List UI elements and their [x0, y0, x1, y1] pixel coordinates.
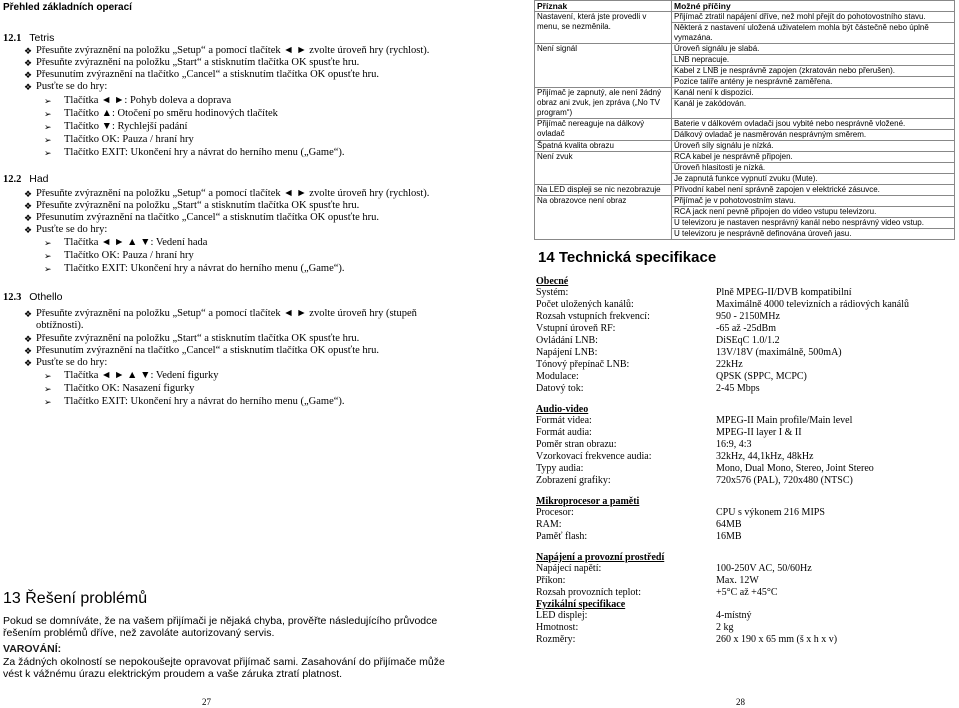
cause-line: Pozice talíře antény je nesprávně zaměřena. — [674, 77, 833, 86]
left-page — [0, 0, 470, 708]
spec-value: 2 kg — [716, 622, 734, 633]
spec-key: Napájecí napětí: — [536, 563, 602, 574]
intro-paragraph: Pokud se domníváte, že na vašem přijímači je nějaká chyba, prověřte následujícího průvodce řešením problémů dříve, než zavoláte autorizovaný servis. — [3, 615, 438, 639]
causes-cell — [672, 152, 955, 185]
spec-value: 260 x 190 x 65 mm (š x h x v) — [716, 634, 838, 645]
spec-value: 950 - 2150MHz — [716, 311, 780, 322]
spec-row — [536, 427, 956, 438]
table-row — [535, 44, 955, 88]
causes-cell — [672, 141, 955, 152]
symptom-cell: Špatná kvalita obrazu — [535, 141, 672, 152]
spec-key: Vstupní úroveň RF: — [536, 323, 616, 334]
sub-item: ➢ Tlačítko EXIT: Ukončení hry a návrat do herního menu („Game“). — [44, 147, 345, 158]
spec-value: 13V/18V (maximálně, 500mA) — [716, 347, 842, 358]
spec-value: Maximálně 4000 televizních a rádiových kanálů — [716, 299, 909, 310]
sub-item: ➢ Tlačítka ◄ ► ▲ ▼: Vedení figurky — [44, 370, 219, 381]
spec-row — [536, 311, 956, 322]
spec-row — [536, 475, 956, 486]
spec-key: Hmotnost: — [536, 622, 579, 633]
spec-row — [536, 634, 956, 645]
spec-key: Datový tok: — [536, 383, 584, 394]
bullet-item: ❖ Přesuňte zvýraznění na položku „Setup“ a pomocí tlačítek ◄ ► zvolte úroveň hry (rychlost). — [24, 45, 430, 56]
cause-line: Přívodní kabel není správně zapojen v elektrické zásuvce. — [674, 185, 880, 194]
table-row — [535, 152, 955, 185]
spec-key: Počet uložených kanálů: — [536, 299, 634, 310]
spec-value: 2-45 Mbps — [716, 383, 760, 394]
spec-row — [536, 299, 956, 310]
spec-key: Vzorkovací frekvence audia: — [536, 451, 652, 462]
spec-value: Mono, Dual Mono, Stereo, Joint Stereo — [716, 463, 874, 474]
spec-row — [536, 575, 956, 586]
spec-row — [536, 439, 956, 450]
arrow-bullet-icon: ➢ — [44, 122, 52, 132]
spec-group-heading: Fyzikální specifikace — [536, 599, 626, 610]
spec-value: MPEG-II Main profile/Main level — [716, 415, 853, 426]
sub-item: ➢ Tlačítko OK: Pauza / hraní hry — [44, 134, 194, 145]
spec-row — [536, 531, 956, 542]
section-number: 12.2 — [3, 174, 22, 185]
diamond-bullet-icon: ❖ — [24, 358, 33, 368]
bullet-item: ❖ Přesuňte zvýraznění na položku „Start“ a stisknutím tlačítka OK spusťte hru. — [24, 333, 360, 344]
cause-line: U televizoru je nesprávně definována úroveň jasu. — [674, 229, 852, 238]
spec-key: Systém: — [536, 287, 569, 298]
spec-row — [536, 371, 956, 382]
bullet-item: ❖ Přesunutím zvýraznění na tlačítko „Cancel“ a stisknutím tlačítka OK opusťte hru. — [24, 69, 380, 80]
spec-value: Plně MPEG-II/DVB kompatibilní — [716, 287, 852, 298]
sub-item: ➢ Tlačítko EXIT: Ukončení hry a návrat do herního menu („Game“). — [44, 396, 345, 407]
table-row — [535, 141, 955, 152]
symptom-cell: Není signál — [535, 44, 672, 88]
cause-line: Kabel z LNB je nesprávně zapojen (zkratován nebo přerušen). — [672, 66, 954, 77]
spec-group-heading: Mikroprocesor a paměti — [536, 496, 640, 507]
spec-value: MPEG-II layer I & II — [716, 427, 802, 438]
spec-value: QPSK (SPPC, MCPC) — [716, 371, 807, 382]
cause-line: RCA jack není pevně připojen do video vstupu televizoru. — [672, 207, 954, 218]
page-number: 28 — [736, 697, 745, 707]
arrow-bullet-icon: ➢ — [44, 96, 52, 106]
spec-key: Ovládání LNB: — [536, 335, 598, 346]
arrow-bullet-icon: ➢ — [44, 397, 52, 407]
sub-item: ➢ Tlačítko ▼: Rychlejší padání — [44, 121, 188, 132]
diamond-bullet-icon: ❖ — [24, 346, 33, 356]
symptom-cell: Na LED displeji se nic nezobrazuje — [535, 185, 672, 196]
spec-group-heading: Napájení a provozní prostředí — [536, 552, 665, 563]
spec-row — [536, 383, 956, 394]
spec-key: Poměr stran obrazu: — [536, 439, 617, 450]
section-title: Othello — [29, 291, 63, 303]
spec-row — [536, 587, 956, 598]
causes-cell — [672, 185, 955, 196]
bullet-item: ❖ Pusťte se do hry: — [24, 357, 108, 368]
cause-line: Kanál není k dispozici. — [672, 88, 954, 99]
diamond-bullet-icon: ❖ — [24, 70, 33, 80]
spec-row — [536, 287, 956, 298]
cause-line: Dálkový ovladač je nasměrován nesprávným směrem. — [674, 130, 867, 139]
section-heading-had — [3, 173, 49, 185]
sub-item: ➢ Tlačítka ◄ ►: Pohyb doleva a doprava — [44, 95, 232, 106]
spec-key: Příkon: — [536, 575, 566, 586]
spec-key: Rozsah provozních teplot: — [536, 587, 641, 598]
section-heading-tetris — [3, 32, 54, 44]
spec-key: Napájení LNB: — [536, 347, 598, 358]
cause-line: Baterie v dálkovém ovladači jsou vybité nebo nesprávně vložené. — [672, 119, 954, 130]
bullet-item: ❖ Přesuňte zvýraznění na položku „Start“ a stisknutím tlačítka OK spusťte hru. — [24, 200, 360, 211]
section-14-title: 14 Technická specifikace — [538, 249, 717, 266]
spec-row — [536, 415, 956, 426]
spec-key: Procesor: — [536, 507, 574, 518]
symptom-cell: Na obrazovce není obraz — [535, 196, 672, 240]
spec-value: DiSEqC 1.0/1.2 — [716, 335, 780, 346]
spec-value: 64MB — [716, 519, 742, 530]
spec-key: LED displej: — [536, 610, 588, 621]
diamond-bullet-icon: ❖ — [24, 58, 33, 68]
warning-text: Za žádných okolností se nepokoušejte opravovat přijímač sami. Zasahování do přijímače může vést k vážnému úrazu elektrickým proudem a vaše záruka ztratí platnost. — [3, 656, 445, 680]
spec-value: 32kHz, 44,1kHz, 48kHz — [716, 451, 814, 462]
symptom-cell: Přijímač nereaguje na dálkový ovladač — [535, 119, 672, 141]
spec-row — [536, 563, 956, 574]
arrow-bullet-icon: ➢ — [44, 148, 52, 158]
table-header-row — [535, 1, 955, 12]
spec-value: 100-250V AC, 50/60Hz — [716, 563, 812, 574]
spec-group-heading: Audio-video — [536, 404, 589, 415]
bullet-item: ❖ Přesuňte zvýraznění na položku „Start“ a stisknutím tlačítka OK spusťte hru. — [24, 57, 360, 68]
section-title: Tetris — [29, 32, 55, 44]
spec-value: 16:9, 4:3 — [716, 439, 752, 450]
bullet-item: ❖ Pusťte se do hry: — [24, 224, 108, 235]
section-heading-othello — [3, 291, 63, 303]
arrow-bullet-icon: ➢ — [44, 264, 52, 274]
spec-row — [536, 451, 956, 462]
cause-line: LNB nepracuje. — [672, 55, 954, 66]
diamond-bullet-icon: ❖ — [24, 334, 33, 344]
spec-value: 22kHz — [716, 359, 743, 370]
cause-line: Přijímač je v pohotovostním stavu. — [672, 196, 954, 207]
running-head: Přehled základních operací — [3, 2, 132, 13]
spec-key: Modulace: — [536, 371, 579, 382]
spec-key: Zobrazení grafiky: — [536, 475, 611, 486]
table-row — [535, 119, 955, 141]
section-number: 12.3 — [3, 292, 22, 303]
section-title: Had — [29, 173, 49, 185]
spec-row — [536, 359, 956, 370]
diamond-bullet-icon: ❖ — [24, 309, 33, 319]
spec-row — [536, 610, 956, 621]
causes-cell — [672, 44, 955, 88]
sub-item: ➢ Tlačítko OK: Nasazení figurky — [44, 383, 195, 394]
spec-value: Max. 12W — [716, 575, 759, 586]
section-13-title: 13 Řešení problémů — [3, 590, 148, 607]
sub-item: ➢ Tlačítko ▲: Otočení po směru hodinových tlačítek — [44, 108, 278, 119]
diamond-bullet-icon: ❖ — [24, 189, 33, 199]
spec-group-heading: Obecné — [536, 276, 569, 287]
spec-row — [536, 463, 956, 474]
causes-cell — [672, 12, 955, 44]
cause-line: Úroveň signálu je slabá. — [672, 44, 954, 55]
arrow-bullet-icon: ➢ — [44, 238, 52, 248]
cause-line: Úroveň síly signálu je nízká. — [674, 141, 774, 150]
diamond-bullet-icon: ❖ — [24, 201, 33, 211]
spec-row — [536, 335, 956, 346]
spec-row — [536, 347, 956, 358]
table-row — [535, 185, 955, 196]
bullet-item: ❖ Přesunutím zvýraznění na tlačítko „Cancel“ a stisknutím tlačítka OK opusťte hru. — [24, 212, 380, 223]
arrow-bullet-icon: ➢ — [44, 109, 52, 119]
spec-value: 16MB — [716, 531, 742, 542]
spec-key: Formát audia: — [536, 427, 592, 438]
bullet-item: ❖ Přesuňte zvýraznění na položku „Setup“ a pomocí tlačítek ◄ ► zvolte úroveň hry (rychlost). — [24, 188, 430, 199]
arrow-bullet-icon: ➢ — [44, 371, 52, 381]
spec-row — [536, 519, 956, 530]
right-page — [478, 0, 959, 708]
spec-key: Tónový přepínač LNB: — [536, 359, 630, 370]
symptom-cell: Nastavení, která jste provedli v menu, se nezměnila. — [535, 12, 672, 44]
cause-line: RCA kabel je nesprávně připojen. — [672, 152, 954, 163]
cause-line: Je zapnutá funkce vypnutí zvuku (Mute). — [674, 174, 818, 183]
table-row — [535, 88, 955, 119]
bullet-item: ❖ Pusťte se do hry: — [24, 81, 108, 92]
cause-line: Některá z nastavení uložená uživatelem mohla být částečně nebo úplně vymazána. — [674, 23, 929, 42]
arrow-bullet-icon: ➢ — [44, 384, 52, 394]
diamond-bullet-icon: ❖ — [24, 82, 33, 92]
spec-key: RAM: — [536, 519, 562, 530]
spec-key: Formát videa: — [536, 415, 592, 426]
spec-row — [536, 323, 956, 334]
arrow-bullet-icon: ➢ — [44, 251, 52, 261]
arrow-bullet-icon: ➢ — [44, 135, 52, 145]
spec-value: 4-místný — [716, 610, 752, 621]
diamond-bullet-icon: ❖ — [24, 225, 33, 235]
section-number: 12.1 — [3, 33, 22, 44]
bullet-item: ❖ Přesuňte zvýraznění na položku „Setup“ a pomocí tlačítek ◄ ► zvolte úroveň hry (stupeň obtížnosti). — [24, 308, 417, 331]
cause-line: Úroveň hlasitosti je nízká. — [672, 163, 954, 174]
column-header: Možné příčiny — [672, 1, 955, 12]
cause-line: Kanál je zakódován. — [674, 99, 747, 108]
causes-cell — [672, 119, 955, 141]
spec-value: CPU s výkonem 216 MIPS — [716, 507, 825, 518]
symptom-cell: Přijímač je zapnutý, ale není žádný obraz ani zvuk, jen zpráva („No TV program“) — [535, 88, 672, 119]
spec-value: 720x576 (PAL), 720x480 (NTSC) — [716, 475, 853, 486]
spec-key: Rozsah vstupních frekvencí: — [536, 311, 650, 322]
diamond-bullet-icon: ❖ — [24, 46, 33, 56]
causes-cell — [672, 196, 955, 240]
bullet-item: ❖ Přesunutím zvýraznění na tlačítko „Cancel“ a stisknutím tlačítka OK opusťte hru. — [24, 345, 380, 356]
diamond-bullet-icon: ❖ — [24, 213, 33, 223]
cause-line: U televizoru je nastaven nesprávný kanál nebo nesprávný video vstup. — [672, 218, 954, 229]
sub-item: ➢ Tlačítko EXIT: Ukončení hry a návrat do herního menu („Game“). — [44, 263, 345, 274]
table-row — [535, 12, 955, 44]
page-number: 27 — [202, 697, 211, 707]
column-header: Příznak — [535, 1, 672, 12]
spec-row — [536, 622, 956, 633]
cause-line: Přijímač ztratil napájení dříve, než mohl přejít do pohotovostního stavu. — [672, 12, 954, 23]
sub-item: ➢ Tlačítka ◄ ► ▲ ▼: Vedení hada — [44, 237, 208, 248]
spec-key: Paměť flash: — [536, 531, 588, 542]
warning-label: VAROVÁNÍ: — [3, 643, 62, 655]
spec-key: Rozměry: — [536, 634, 576, 645]
troubleshooting-table — [534, 0, 955, 240]
spec-value: -65 až -25dBm — [716, 323, 776, 334]
spec-row — [536, 507, 956, 518]
spec-value: +5°C až +45°C — [716, 587, 778, 598]
spec-key: Typy audia: — [536, 463, 584, 474]
causes-cell — [672, 88, 955, 119]
sub-item: ➢ Tlačítko OK: Pauza / hraní hry — [44, 250, 194, 261]
symptom-cell: Není zvuk — [535, 152, 672, 185]
table-row — [535, 196, 955, 240]
